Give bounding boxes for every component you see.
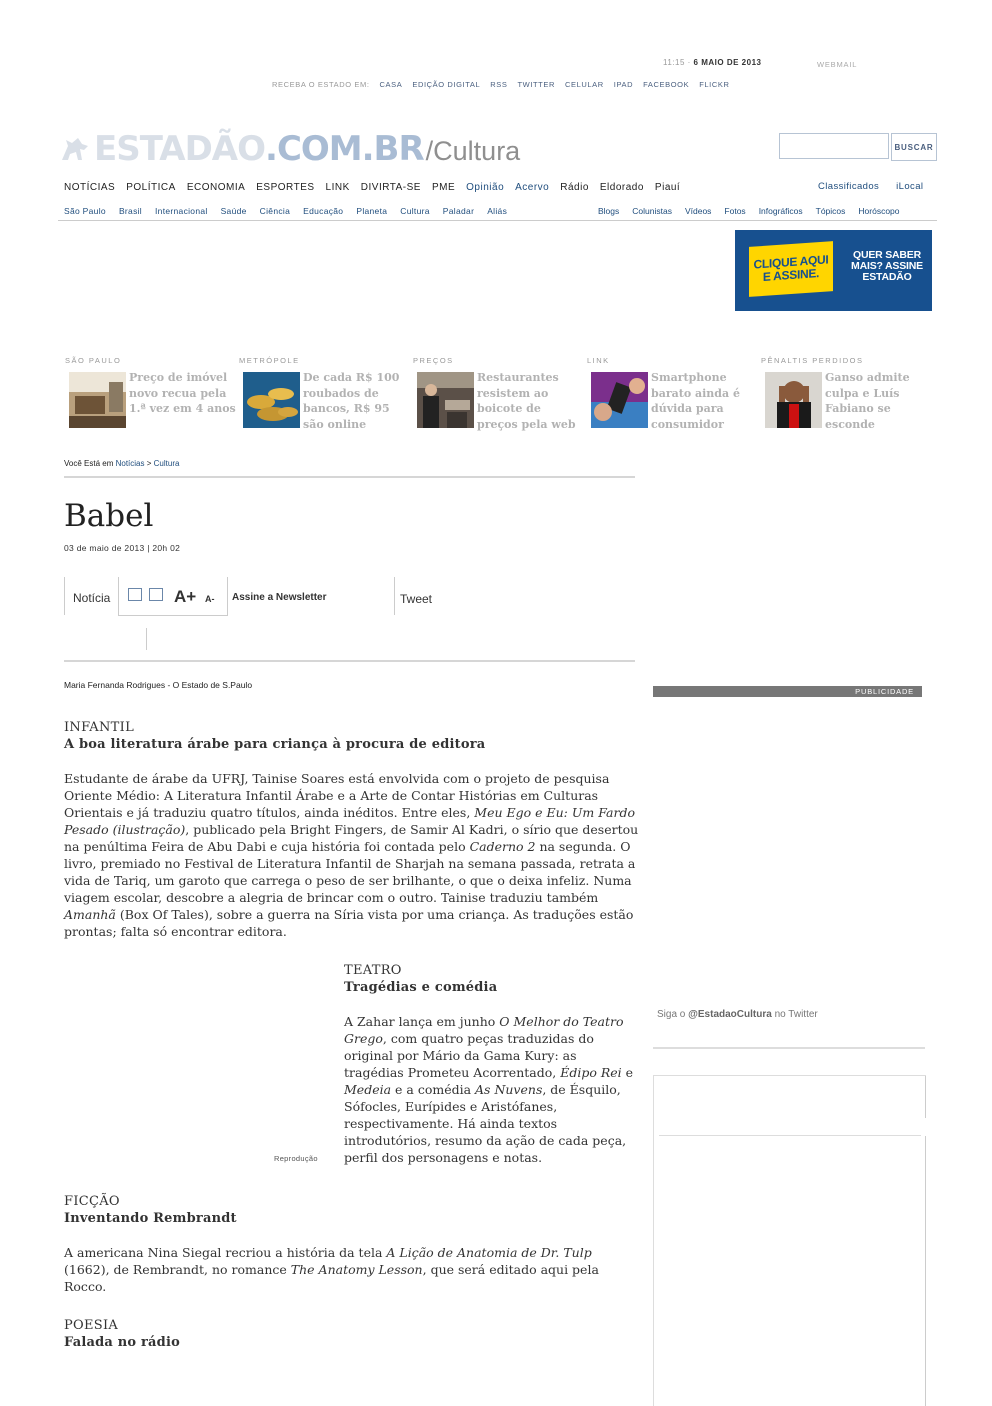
section-headline: Falada no rádio [64,1335,180,1350]
nav2-saude[interactable]: Saúde [220,206,247,216]
nav-opiniao[interactable]: Opinião [466,182,505,193]
teaser-title[interactable]: Preço de imóvel novo recua pela 1.ª vez em 4 anos [129,371,236,415]
receba-link-twitter[interactable]: TWITTER [517,80,555,89]
search-button[interactable]: BUSCAR [891,133,937,161]
nav2-brasil[interactable]: Brasil [118,206,142,216]
article-section-ficcao [64,1193,639,1295]
breadcrumb-cultura[interactable]: Cultura [153,459,180,468]
page-title: Babel [64,498,154,534]
twitter-follow: Siga o @EstadaoCultura no Twitter [657,1009,818,1020]
widget-border [925,1076,926,1118]
ad-yellow-box: CLIQUE AQUI E ASSINE. [749,241,833,297]
site-logo[interactable] [58,126,521,169]
nav-divirta-se[interactable]: DIVIRTA-SE [360,182,421,193]
teaser-thumbnail [591,372,648,428]
article-date: 03 de maio de 2013 | 20h 02 [64,543,181,553]
nav2-blogs[interactable]: Blogs [598,206,620,216]
teaser-title[interactable]: De cada R$ 100 roubados de bancos, R$ 95 são online [303,371,400,431]
article-section-teatro [344,962,636,1166]
teaser-title[interactable]: Ganso admite culpa e Luís Fabiano se esconde [825,371,910,431]
section-headline: Tragédias e comédia [344,980,498,995]
nav2-horoscopo[interactable]: Horóscopo [858,206,900,216]
section-kicker: INFANTIL [64,720,135,735]
teaser-precos[interactable] [413,356,583,431]
teaser-sao-paulo[interactable] [65,356,236,415]
nav2-colunistas[interactable]: Colunistas [632,206,672,216]
nav2-alias[interactable]: Aliás [487,206,508,216]
subscribe-ad-banner[interactable] [735,230,932,311]
font-increase-button[interactable]: A+ [174,587,197,606]
toolbar-separator [146,628,147,650]
section-paragraph: A americana Nina Siegal recriou a história da tela A Lição de Anatomia de Dr. Tulp (1662), de Rembrandt, no romance The Anatomy Lesson, que será editado aqui pela Rocco. [64,1245,599,1294]
tab-noticia[interactable]: Notícia [64,577,116,615]
nav2-planeta[interactable]: Planeta [356,206,388,216]
tweet-button[interactable]: Tweet [394,577,454,615]
teaser-penaltis[interactable] [761,356,931,431]
article-section-infantil [64,719,639,940]
teaser-title[interactable]: Smartphone barato ainda é dúvida para consumidor [651,371,740,431]
nav-esportes[interactable]: ESPORTES [256,182,315,193]
teaser-kicker: SÃO PAULO [65,356,122,365]
article-section-poesia [64,1317,639,1351]
teaser-thumbnail [243,372,300,428]
teaser-kicker: PREÇOS [413,356,454,365]
horse-logo-icon [58,132,92,166]
nav2-internacional[interactable]: Internacional [155,206,208,216]
article-author: Maria Fernanda Rodrigues - O Estado de S.Paulo [64,680,253,690]
receba-link-flickr[interactable]: FLICKR [699,80,730,89]
section-kicker: FICÇÃO [64,1194,120,1209]
receba-bar [272,80,729,89]
teaser-kicker: LINK [587,356,610,365]
nav-economia[interactable]: ECONOMIA [186,182,246,193]
nav-link[interactable]: LINK [325,182,350,193]
widget-border [925,1136,926,1406]
nav-secondary [64,206,507,216]
breadcrumb-prefix: Você Está em [64,459,114,468]
section-paragraph: A Zahar lança em junho O Melhor do Teatro Grego, com quatro peças traduzidas do original por Mário da Gama Kury: as tragédias Prometeu Acorrentado, Édipo Rei e Medeia e a comédia As Nuvens, de Ésquilo, Sófocles, Eurípides e Aristófanes, respectivamente. Há ainda textos introdutórios, resumo da ação de cada peça, perfil dos personagens e notas. [344,1014,634,1165]
nav-divider [58,220,937,221]
newsletter-link[interactable]: Assine a Newsletter [232,592,327,603]
breadcrumb-noticias[interactable]: Notícias [115,459,145,468]
time: 11:15 [663,58,685,67]
receba-link-rss[interactable]: RSS [490,80,508,89]
breadcrumb [64,459,179,468]
font-decrease-button[interactable]: A- [205,594,215,604]
teaser-metropole[interactable] [239,356,409,431]
logo-com-br: .COM.BR [265,129,424,169]
sidebar-divider [653,1047,925,1049]
nav-acervo[interactable]: Acervo [515,182,550,193]
nav-piaui[interactable]: Piauí [654,182,681,193]
section-paragraph: Estudante de árabe da UFRJ, Tainise Soares está envolvida com o projeto de pesquisa Oriente Médio: A Literatura Infantil Árabe e a Arte de Contar Histórias em Culturas Orientais e já traduziu quatro títulos, ainda inéditos. Entre eles, Meu Ego e Eu: Um Fardo Pesado (ilustração), publicado pela Bright Fingers, de Samir Al Kadri, o sírio que desertou na penúltima Feira de Abu Dabi e cuja história foi contada pelo Caderno 2 na segunda. O livro, premiado no Festival de Literatura Infantil de Sharjah na semana passada, retrata a vida de Tariq, um garoto que carrega o peso de ser brilhante, o que o deixa infeliz. Numa viagem escolar, descobre a alegria de brincar com o outro. Tainise traduziu também Amanhã (Box Of Tales), sobre a guerra na Síria vista por uma criança. As traduções estão prontas; falta só encontrar editora. [64,771,639,939]
webmail-link[interactable]: WEBMAIL [817,60,858,69]
article-tool-icons [118,577,228,616]
receba-label: RECEBA O ESTADO EM: [272,80,370,89]
search-input[interactable] [779,133,889,159]
date-time: 11:15 · 6 MAIO DE 2013 [663,58,762,67]
widget-divider [659,1135,921,1136]
logo-estadao: ESTADÃO [94,129,266,169]
divider [64,660,635,662]
nav2-topicos[interactable]: Tópicos [815,206,846,216]
logo-section: /Cultura [425,136,521,166]
nav-secondary-right [598,206,900,216]
section-headline: A boa literatura árabe para criança à procura de editora [64,737,486,752]
nav2-paladar[interactable]: Paladar [442,206,475,216]
teaser-thumbnail [765,372,822,428]
advertising-label: PUBLICIDADE [653,686,922,697]
section-kicker: POESIA [64,1318,119,1333]
date: 6 MAIO DE 2013 [693,58,762,67]
receba-link-casa[interactable]: CASA [379,80,403,89]
teaser-kicker: METRÓPOLE [239,356,300,365]
receba-link-edicao-digital[interactable]: EDIÇÃO DIGITAL [412,80,481,89]
receba-link-facebook[interactable]: FACEBOOK [643,80,690,89]
receba-link-celular[interactable]: CELULAR [564,80,604,89]
nav2-cultura[interactable]: Cultura [400,206,430,216]
print-icon[interactable] [149,588,163,601]
teaser-thumbnail [417,372,474,428]
nav-classificados[interactable]: Classificados [818,181,880,192]
nav-primary [64,182,680,193]
twitter-handle-link[interactable]: @EstadaoCultura [688,1009,772,1020]
breadcrumb-separator: > [146,459,152,468]
ad-right-text: QUER SABER MAIS? ASSINE ESTADÃO [851,249,923,283]
nav-pme[interactable]: PME [431,182,456,193]
nav2-videos[interactable]: Vídeos [684,206,712,216]
nav-eldorado[interactable]: Eldorado [599,182,644,193]
nav2-fotos[interactable]: Fotos [724,206,746,216]
nav2-ciencia[interactable]: Ciência [259,206,291,216]
section-headline: Inventando Rembrandt [64,1211,237,1226]
nav-politica[interactable]: POLÍTICA [126,182,176,193]
section-kicker: TEATRO [344,963,402,978]
teaser-thumbnail [69,372,126,428]
nav-primary-right [818,181,923,192]
email-icon[interactable] [128,588,142,601]
sidebar-widget-box [653,1075,926,1406]
image-credit: Reprodução [274,1154,318,1163]
nav-noticias[interactable]: NOTÍCIAS [64,182,116,193]
nav2-educacao[interactable]: Educação [303,206,344,216]
receba-link-ipad[interactable]: IPAD [613,80,634,89]
teaser-link[interactable] [587,356,757,431]
nav2-infograficos[interactable]: Infográficos [758,206,803,216]
nav2-sao-paulo[interactable]: São Paulo [64,206,106,216]
divider [64,476,635,478]
teaser-title[interactable]: Restaurantes resistem ao boicote de preços pela web [477,371,576,431]
nav-radio[interactable]: Rádio [560,182,589,193]
nav-ilocal[interactable]: iLocal [896,181,924,192]
teaser-kicker: PÊNALTIS PERDIDOS [761,356,864,365]
